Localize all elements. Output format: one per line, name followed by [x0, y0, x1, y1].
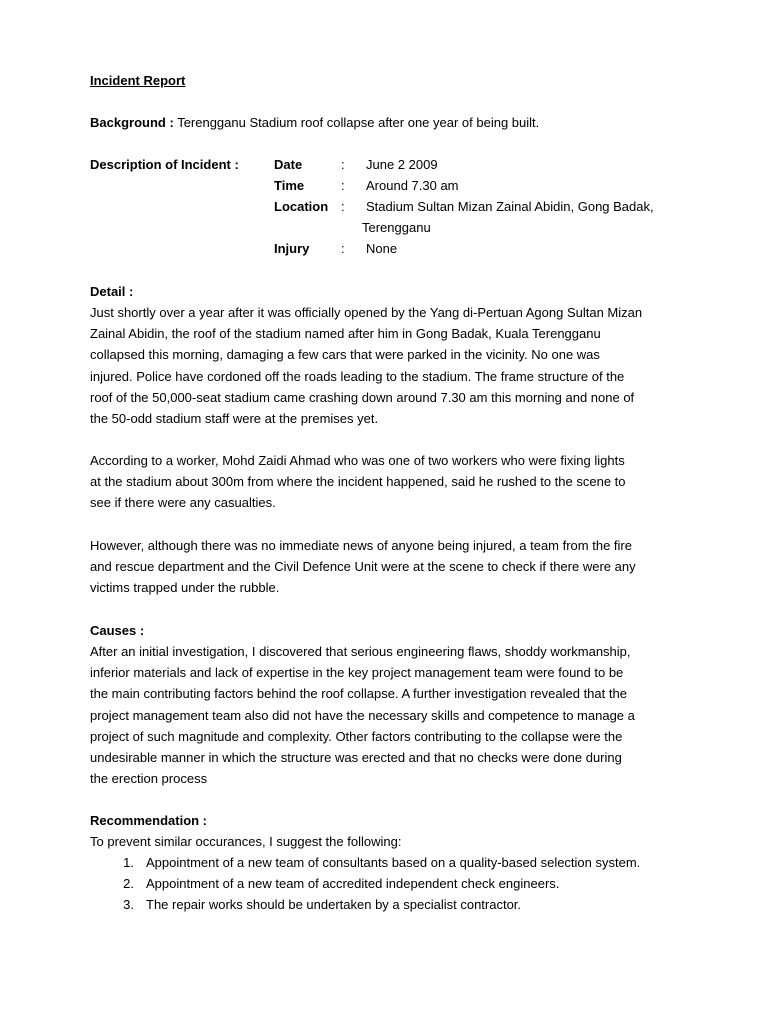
text-line: undesirable manner in which the structure was erected and that no checks were done during	[90, 750, 622, 766]
description-label: Description of Incident :	[90, 157, 239, 172]
text-line: collapsed this morning, damaging a few cars that were parked in the vicinity. No one was	[90, 347, 600, 363]
list-number: 2.	[123, 876, 134, 892]
background-label: Background :	[90, 115, 174, 130]
text-line: According to a worker, Mohd Zaidi Ahmad who was one of two workers who were fixing lights	[90, 453, 625, 468]
location-key: Location	[274, 199, 329, 214]
text-line: the erection process	[90, 771, 208, 787]
detail-paragraph-2	[90, 450, 690, 514]
text-line: project management team also did not have the necessary skills and competence to manage a	[90, 707, 635, 723]
report-title: Incident Report	[90, 73, 186, 88]
text-line: project of such magnitude and complexity. Other factors contributing to the collapse were the	[90, 728, 623, 744]
text-line: However, although there was no immediate news of anyone being injured, a team from the fire	[90, 538, 632, 553]
text-line: Just shortly over a year after it was officially opened by the Yang di-Pertuan Agong Sultan Mizan	[90, 305, 643, 320]
text-line: see if there were any casualties.	[90, 495, 276, 511]
detail-heading: Detail :	[90, 284, 134, 299]
text-line: the 50-odd stadium staff were at the premises yet.	[90, 411, 379, 427]
list-text: The repair works should be undertaken by a specialist contractor.	[146, 897, 522, 913]
list-number: 3.	[123, 897, 134, 913]
time-sep: :	[341, 178, 345, 193]
text-line: injured. Police have cordoned off the roads leading to the stadium. The frame structure of the	[90, 368, 625, 384]
text-line: at the stadium about 300m from where the incident happened, said he rushed to the scene to	[90, 474, 626, 490]
text-line: victims trapped under the rubble.	[90, 580, 280, 596]
list-item	[90, 852, 710, 873]
detail-paragraph-1	[90, 302, 690, 429]
recommendation-intro: To prevent similar occurances, I suggest the following:	[90, 834, 402, 849]
date-sep: :	[341, 157, 345, 172]
location-value: Stadium Sultan Mizan Zainal Abidin, Gong Badak,	[366, 199, 654, 214]
injury-sep: :	[341, 241, 345, 256]
text-line: After an initial investigation, I discovered that serious engineering flaws, shoddy workmanship,	[90, 644, 631, 659]
list-number: 1.	[123, 855, 134, 870]
injury-key: Injury	[274, 241, 310, 256]
text-line: the main contributing factors behind the roof collapse. A further investigation revealed that the	[90, 686, 627, 702]
list-item	[90, 894, 710, 915]
injury-value: None	[366, 241, 398, 256]
list-text: Appointment of a new team of accredited independent check engineers.	[146, 876, 560, 892]
detail-paragraph-3	[90, 535, 690, 599]
recommendation-list	[90, 852, 710, 916]
date-value: June 2 2009	[366, 157, 438, 172]
location-value-cont: Terengganu	[362, 220, 431, 235]
time-key: Time	[274, 178, 305, 193]
text-line: roof of the 50,000-seat stadium came crashing down around 7.30 am this morning and none of	[90, 389, 635, 405]
text-line: and rescue department and the Civil Defence Unit were at the scene to check if there were any	[90, 559, 636, 575]
background-text: Terengganu Stadium roof collapse after one year of being built.	[177, 115, 540, 130]
causes-paragraph	[90, 641, 690, 789]
recommendation-heading: Recommendation :	[90, 813, 208, 828]
date-key: Date	[274, 157, 303, 172]
text-line: Zainal Abidin, the roof of the stadium named after him in Gong Badak, Kuala Terengganu	[90, 326, 601, 342]
list-text: Appointment of a new team of consultants based on a quality-based selection system.	[146, 855, 641, 870]
list-item	[90, 873, 710, 894]
causes-heading: Causes :	[90, 623, 145, 638]
location-sep: :	[341, 199, 345, 214]
text-line: inferior materials and lack of expertise in the key project management team were found to be	[90, 665, 624, 681]
background-line	[90, 115, 539, 131]
time-value: Around 7.30 am	[366, 178, 459, 193]
